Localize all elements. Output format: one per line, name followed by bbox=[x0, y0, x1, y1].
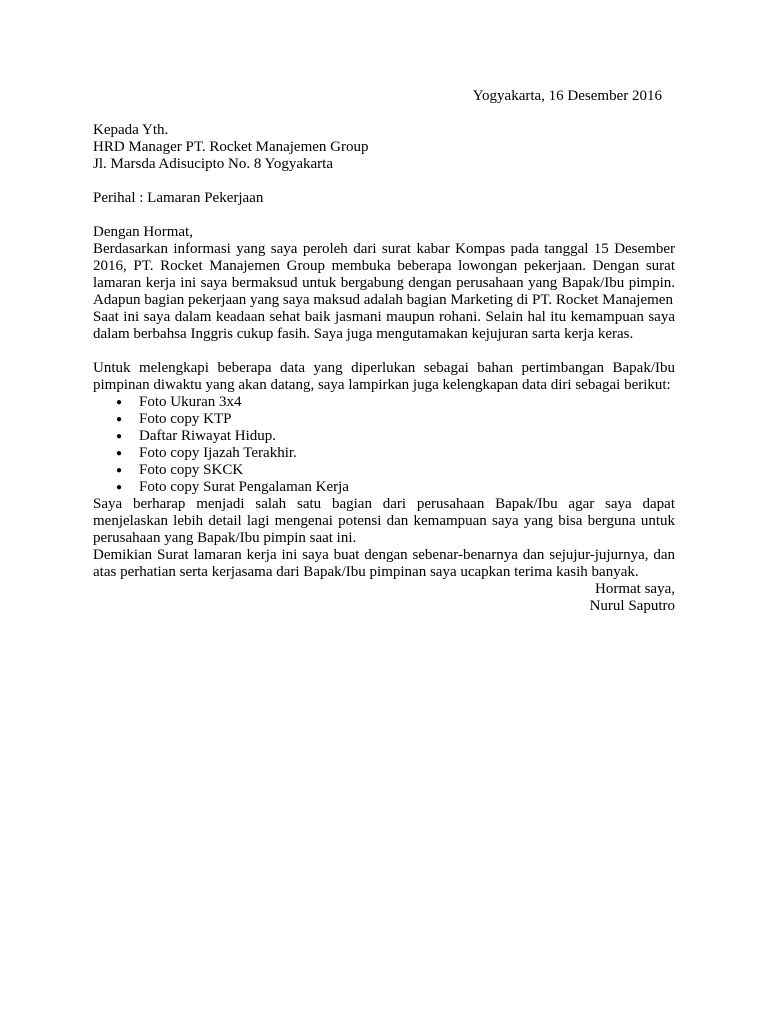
list-item bbox=[93, 479, 675, 496]
paragraph-3: Untuk melengkapi beberapa data yang diperlukan sebagai bahan pertimbangan Bapak/Ibu pimpinan diwaktu yang akan datang, saya lampirkan juga kelengkapan data diri sebagai berikut: bbox=[93, 360, 675, 393]
recipient-address bbox=[93, 122, 675, 173]
paragraph-2: Saat ini saya dalam keadaan sehat baik jasmani maupun rohani. Selain hal itu kemampuan saya dalam berbahsa Inggris cukup fasih. Saya juga mengutamakan kejujuran sarta kerja keras. bbox=[93, 309, 675, 342]
paragraph-4: Saya berharap menjadi salah satu bagian dari perusahaan Bapak/Ibu agar saya dapat menjelaskan lebih detail lagi mengenai potensi dan kemampuan saya yang bisa berguna untuk perusahaan yang Bapak/Ibu pimpin saat ini. bbox=[93, 496, 675, 546]
bullet-icon: ● bbox=[116, 482, 123, 493]
paragraph-5: Demikian Surat lamaran kerja ini saya buat dengan sebenar-benarnya dan sejujur-jujurnya, dan atas perhatian serta kerjasama dari Bapak/Ibu pimpinan saya ucapkan terima kasih banyak. bbox=[93, 547, 675, 580]
list-item bbox=[93, 411, 675, 428]
attachment-label: Foto copy SKCK bbox=[139, 462, 244, 478]
letter-page bbox=[93, 88, 675, 615]
signature-name: Nurul Saputro bbox=[589, 598, 675, 614]
recipient-line-1: Kepada Yth. bbox=[93, 122, 169, 138]
letter-subject: Perihal : Lamaran Pekerjaan bbox=[93, 190, 264, 206]
attachment-label: Foto copy Ijazah Terakhir. bbox=[139, 445, 297, 461]
bullet-icon: ● bbox=[116, 465, 123, 476]
attachment-label: Daftar Riwayat Hidup. bbox=[139, 428, 277, 444]
attachment-label: Foto Ukuran 3x4 bbox=[139, 394, 242, 410]
attachment-list bbox=[93, 394, 675, 496]
list-item bbox=[93, 428, 675, 445]
bullet-icon: ● bbox=[116, 431, 123, 442]
list-item bbox=[93, 445, 675, 462]
letter-date: Yogyakarta, 16 Desember 2016 bbox=[472, 88, 662, 104]
bullet-icon: ● bbox=[116, 414, 123, 425]
attachment-label: Foto copy Surat Pengalaman Kerja bbox=[139, 479, 349, 495]
closing-salutation: Hormat saya, bbox=[595, 581, 675, 597]
paragraph-1: Berdasarkan informasi yang saya peroleh dari surat kabar Kompas pada tanggal 15 Desember 2016, PT. Rocket Manajemen Group membuka beberapa lowongan pekerjaan. Dengan surat lamaran kerja ini saya bermaksud untuk bergabung dengan perusahaan yang Bapak/Ibu pimpin. Adapun bagian pekerjaan yang saya maksud adalah bagian Marketing di PT. Rocket Manajemen bbox=[93, 241, 675, 308]
attachment-label: Foto copy KTP bbox=[139, 411, 232, 427]
list-item bbox=[93, 462, 675, 479]
letter-greeting: Dengan Hormat, bbox=[93, 224, 193, 240]
recipient-line-2: HRD Manager PT. Rocket Manajemen Group bbox=[93, 139, 369, 155]
recipient-line-3: Jl. Marsda Adisucipto No. 8 Yogyakarta bbox=[93, 156, 333, 172]
bullet-icon: ● bbox=[116, 397, 123, 408]
attachments-section bbox=[93, 360, 675, 547]
list-item bbox=[93, 394, 675, 411]
bullet-icon: ● bbox=[116, 448, 123, 459]
